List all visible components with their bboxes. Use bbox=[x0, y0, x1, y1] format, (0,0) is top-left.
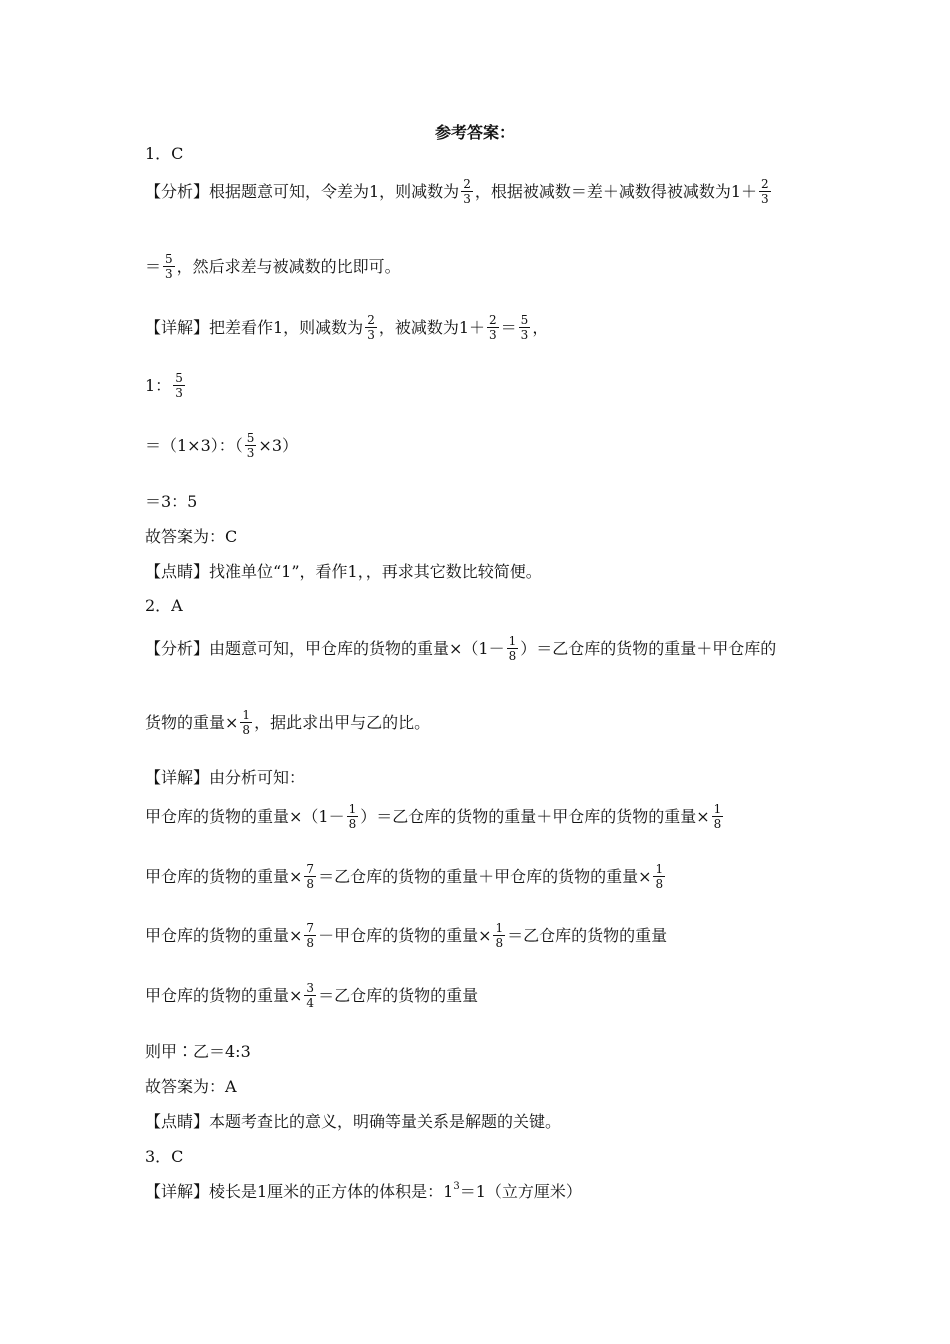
q1-analysis-line2 bbox=[145, 253, 401, 280]
q3-exponent: 3 bbox=[453, 1181, 460, 1192]
fraction-1-8: $\frac{1}{8}$ bbox=[508, 634, 517, 663]
q1-answer: 故答案为：C bbox=[145, 527, 238, 546]
q2-detail-head: 【详解】由分析可知： bbox=[145, 768, 306, 787]
fraction-1-8: $\frac{1}{8}$ bbox=[495, 921, 504, 950]
q2-answer: 故答案为：A bbox=[145, 1077, 237, 1096]
q2-analysis-text-c: 货物的重量× bbox=[145, 712, 239, 732]
q2-analysis-text-b: ）＝乙仓库的货物的重量＋甲仓库的 bbox=[520, 638, 777, 658]
q2-analysis-text-d: ，据此求出甲与乙的比。 bbox=[254, 712, 431, 732]
q2-analysis-line1 bbox=[145, 635, 776, 662]
q3-detail-line bbox=[145, 1181, 582, 1201]
q2-eq4-text-b: ＝乙仓库的货物的重量 bbox=[318, 985, 479, 1005]
q1-analysis-text-a: 【分析】根据题意可知，令差为1，则减数为 bbox=[145, 181, 460, 201]
fraction-1-8: $\frac{1}{8}$ bbox=[655, 862, 664, 891]
q2-equation-1 bbox=[145, 803, 725, 830]
fraction-5-3: $\frac{5}{3}$ bbox=[175, 371, 183, 400]
fraction-2-3: $\frac{2}{3}$ bbox=[489, 313, 497, 342]
q2-eq3-text-c: ＝乙仓库的货物的重量 bbox=[507, 925, 668, 945]
fraction-5-3: $\frac{5}{3}$ bbox=[520, 313, 529, 342]
q2-equation-4 bbox=[145, 982, 478, 1009]
q2-eq1-text-a: 甲仓库的货物的重量×（1－ bbox=[145, 806, 345, 826]
q2-eq2-text-b: ＝乙仓库的货物的重量＋甲仓库的货物的重量× bbox=[318, 866, 652, 886]
q1-ratio-line bbox=[145, 372, 187, 399]
fraction-7-8: $\frac{7}{8}$ bbox=[306, 862, 315, 891]
q2-analysis-text-a: 【分析】由题意可知，甲仓库的货物的重量×（1－ bbox=[145, 638, 505, 658]
q2-eq1-text-b: ）＝乙仓库的货物的重量＋甲仓库的货物的重量× bbox=[360, 806, 710, 826]
q2-head: 2．A bbox=[145, 596, 183, 615]
q2-tip: 【点睛】本题考查比的意义，明确等量关系是解题的关键。 bbox=[145, 1112, 562, 1131]
q1-step2: ＝3：5 bbox=[145, 492, 198, 511]
q1-analysis-text-b: ，根据被减数＝差＋减数得被减数为1＋ bbox=[474, 181, 758, 201]
q1-step1-text-a: ＝（1×3）：（ bbox=[145, 435, 243, 455]
q1-detail-text-d: ， bbox=[532, 317, 549, 337]
fraction-7-8: $\frac{7}{8}$ bbox=[306, 921, 315, 950]
q1-detail-text-b: ，被减数为1＋ bbox=[378, 317, 486, 337]
fraction-2-3: $\frac{2}{3}$ bbox=[761, 177, 769, 206]
fraction-1-8: $\frac{1}{8}$ bbox=[348, 802, 357, 831]
fraction-2-3: $\frac{2}{3}$ bbox=[367, 313, 375, 342]
page-title: 参考答案： bbox=[434, 123, 515, 142]
q2-eq3-text-a: 甲仓库的货物的重量× bbox=[145, 925, 303, 945]
q3-head: 3．C bbox=[145, 1147, 184, 1166]
q2-equation-2 bbox=[145, 863, 667, 890]
q2-ratio: 则甲∶乙＝4:3 bbox=[145, 1042, 251, 1061]
q1-detail-line bbox=[145, 314, 548, 341]
q1-step1-text-b: ×3） bbox=[258, 435, 299, 455]
q1-step1-line bbox=[145, 432, 298, 459]
q2-analysis-line2 bbox=[145, 709, 430, 736]
q1-ratio-text: 1： bbox=[145, 375, 172, 395]
q1-head: 1．C bbox=[145, 144, 184, 163]
q1-detail-text-a: 【详解】把差看作1，则减数为 bbox=[145, 317, 364, 337]
fraction-2-3: $\frac{2}{3}$ bbox=[463, 177, 471, 206]
fraction-5-3: $\frac{5}{3}$ bbox=[246, 431, 255, 460]
q1-analysis-text-c: ＝ bbox=[145, 256, 162, 276]
q1-tip: 【点睛】找准单位“1”，看作1，，再求其它数比较简便。 bbox=[145, 562, 542, 581]
q2-eq3-text-b: －甲仓库的货物的重量× bbox=[318, 925, 492, 945]
q2-equation-3 bbox=[145, 922, 667, 949]
q2-eq2-text-a: 甲仓库的货物的重量× bbox=[145, 866, 303, 886]
fraction-3-4: $\frac{3}{4}$ bbox=[306, 981, 315, 1010]
fraction-1-8: $\frac{1}{8}$ bbox=[713, 802, 722, 831]
fraction-1-8: $\frac{1}{8}$ bbox=[242, 708, 251, 737]
q1-analysis-text-d: ，然后求差与被减数的比即可。 bbox=[176, 256, 401, 276]
fraction-5-3: $\frac{5}{3}$ bbox=[165, 252, 173, 281]
q1-detail-text-c: ＝ bbox=[500, 317, 517, 337]
q2-eq4-text-a: 甲仓库的货物的重量× bbox=[145, 985, 303, 1005]
q1-analysis-line1 bbox=[145, 178, 773, 205]
q3-detail-text-b: ＝1（立方厘米） bbox=[459, 1182, 582, 1201]
q3-detail-text-a: 【详解】棱长是1厘米的正方体的体积是：1 bbox=[145, 1182, 454, 1201]
